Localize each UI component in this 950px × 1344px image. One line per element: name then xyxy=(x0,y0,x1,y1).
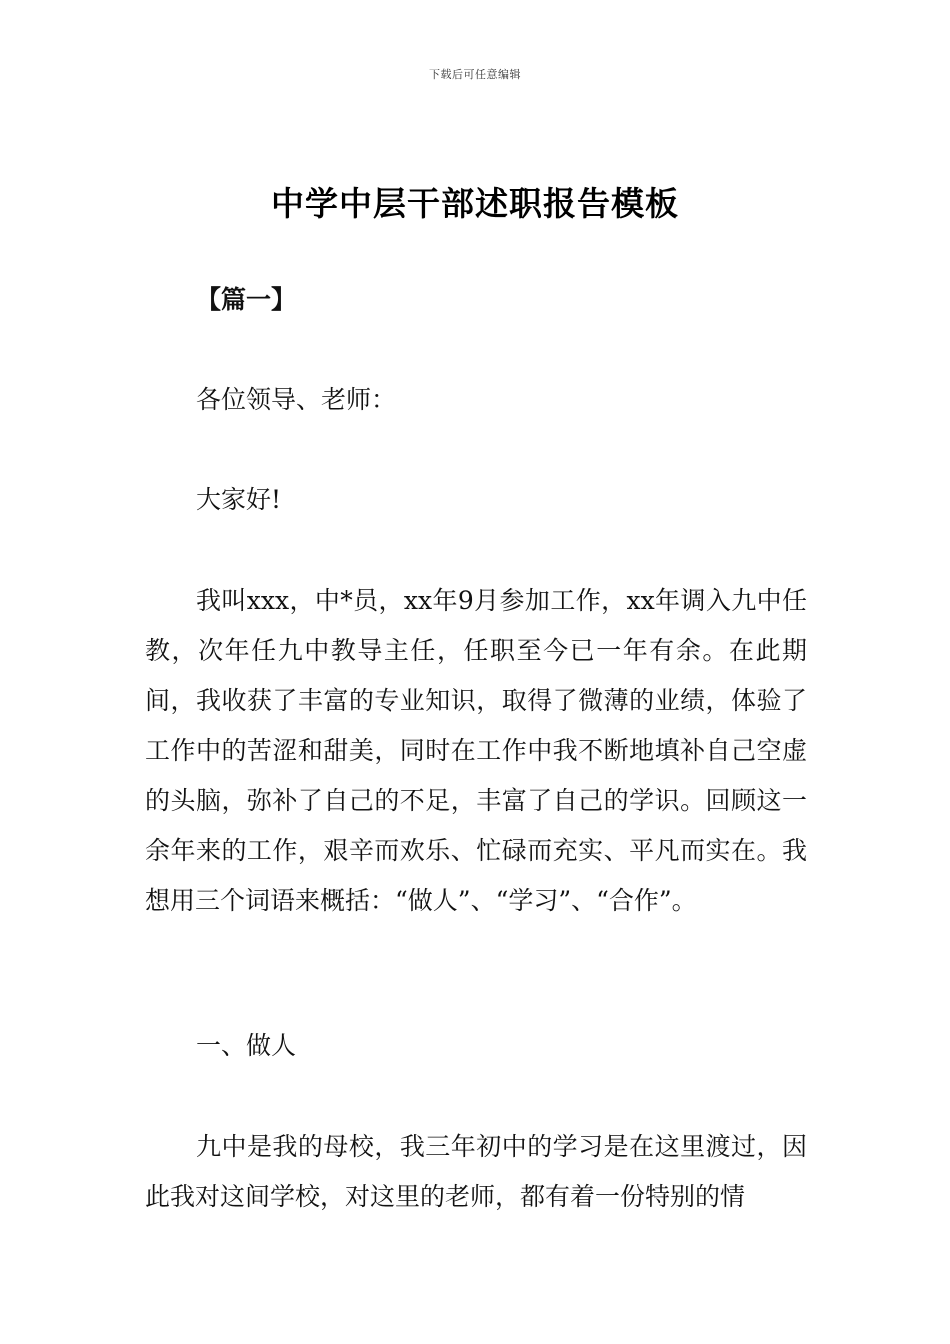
section-label: 【篇一】 xyxy=(196,285,297,314)
header-note: 下载后可任意编辑 xyxy=(429,68,521,81)
document-title: 中学中层干部述职报告模板 xyxy=(271,184,679,223)
paragraph-intro: 我叫xxx，中*员，xx年9月参加工作，xx年调入九中任教，次年任九中教导主任，任职至今已一年有余。在此期间，我收获了丰富的专业知识，取得了微薄的业绩，体验了工作中的苦涩和甜美，同时在工作中我不断地填补自己空虚的头脑，弥补了自己的不足，丰富了自己的学识。回顾这一余年来的工作，艰辛而欢乐、忙碌而充实、平凡而实在。我想用三个词语来概括：“做人”、“学习”、“合作”。 xyxy=(145,586,807,915)
greeting: 大家好! xyxy=(196,485,282,514)
salutation: 各位领导、老师： xyxy=(196,385,397,414)
paragraph-school: 九中是我的母校，我三年初中的学习是在这里渡过，因此我对这间学校，对这里的老师，都有着一份特别的情 xyxy=(145,1132,807,1211)
section-heading-conduct: 一、做人 xyxy=(196,1031,297,1060)
